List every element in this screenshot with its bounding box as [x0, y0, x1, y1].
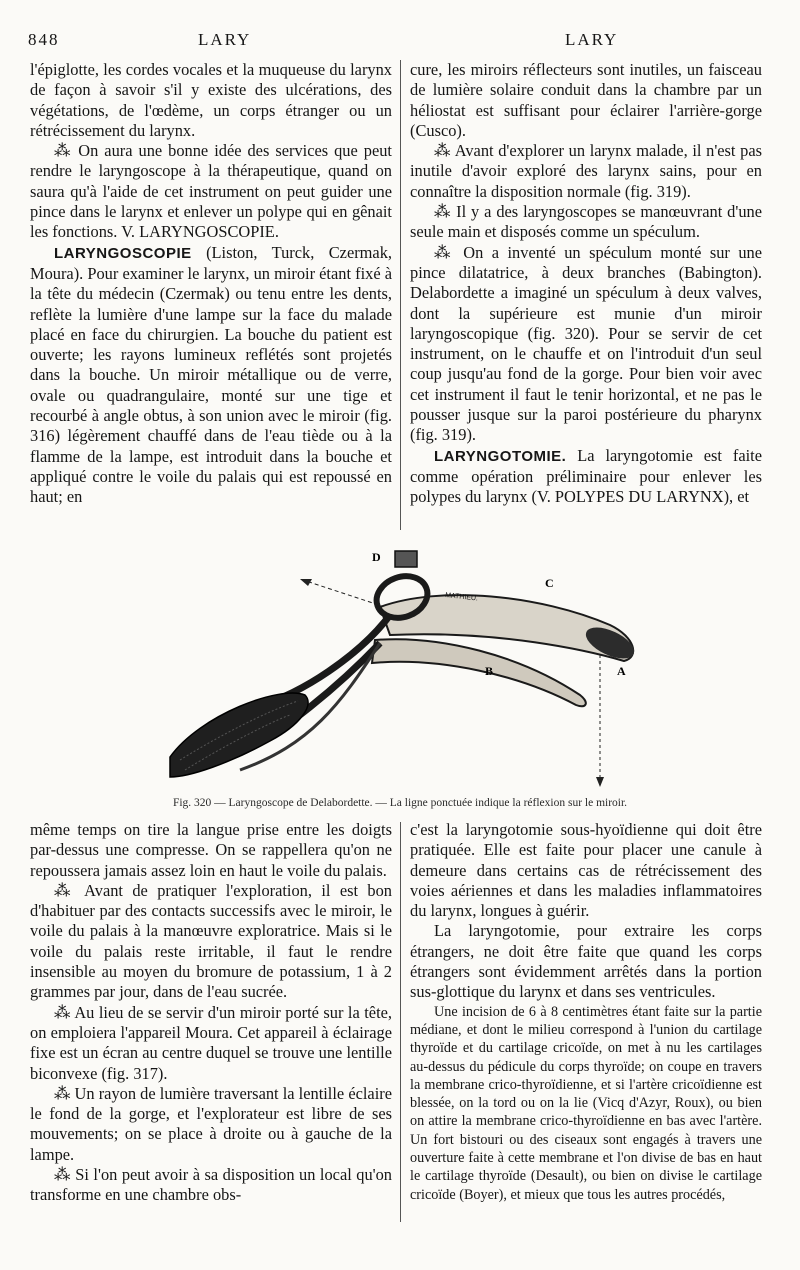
paragraph: ⁂ Avant de pratiquer l'exploration, il est bon d'habituer par des contacts successifs avec le miroir, le voile du palais à la manœuvre exploratrice. Mais si le voile du palais reste irritable, il faut le rendre insensible au moyen du bromure de potassium, 1 à 2 grammes par jour, dans de l'eau sucrée.: [30, 880, 392, 1002]
paragraph: l'épiglotte, les cordes vocales et la muqueuse du larynx de façon à savoir s'il y existe des ulcérations, des végétations, de l'œdème, un corps étranger ou un rétrécissement du larynx.: [30, 60, 392, 140]
paragraph: même temps on tire la langue prise entre les doigts par-dessus une compresse. On se rappellera qu'on ne repoussera jamais assez loin en haut le voile du palais.: [30, 820, 392, 880]
paragraph: ⁂ Si l'on peut avoir à sa disposition un local qu'on transforme en une chambre obs-: [30, 1165, 392, 1205]
header-title-left: LARY: [198, 30, 252, 49]
column-bottom-right: [410, 820, 762, 1204]
label-a: A: [617, 664, 626, 678]
paragraph: La laryngotomie, pour extraire les corps étrangers, ne doit être faite que quand les corps étrangers sont évidemment arrêtés dans la portion sus-glottique du larynx et dans ses ventricules.: [410, 921, 762, 1002]
column-top-left: [30, 60, 392, 508]
column-rule-top: [400, 60, 401, 530]
arrow-head-down: [596, 777, 604, 787]
paragraph: ⁂ On a inventé un spéculum monté sur une pince dilatatrice, à deux branches (Babington). Delabordette a imaginé un spéculum à deux valves, dont la supérieure est munie d'un miroir laryngoscopique (fig. 320). Pour se servir de cet instrument, on le chauffe et on l'introduit d'un seul coup jusqu'au fond de la gorge. Pour bien voir avec cet instrument il faut le tenir horizontal, et ne pas le pousser jusque sur la paroi postérieure du pharynx (fig. 319).: [410, 242, 762, 445]
running-header: [28, 30, 768, 54]
entry-headword: LARYNGOSCOPIE: [54, 244, 192, 262]
figure-laryngoscope-illustration: [140, 545, 660, 790]
reflection-line: [300, 579, 385, 607]
screw-head: [395, 551, 417, 567]
lower-valve: [372, 639, 586, 706]
column-top-right: [410, 60, 762, 508]
entry-laryngoscopie: [30, 243, 392, 508]
column-bottom-left: [30, 820, 392, 1206]
label-b: B: [485, 664, 494, 678]
label-d: D: [372, 550, 381, 564]
paragraph: c'est la laryngotomie sous-hyoïdienne qui doit être pratiquée. Elle est faite pour placer une canule à demeure dans certains cas de rétrécissement des voies aériennes et dans les maladies inflammatoires du larynx, longues à guérir.: [410, 820, 762, 921]
paragraph-small: Une incision de 6 à 8 centimètres étant faite sur la partie médiane, et dont le milieu correspond à l'union du cartilage thyroïde et du cartilage cricoïde, on met à nu les cartilages au-dessus du pédicule du corps thyroïde; on coupe en travers la membrane crico-thyroïdienne, et si l'artère cricoïdienne est blessée, on la tord ou on la lie (Vicq d'Azyr, Roux), ou bien on attire la membrane crico-thyroïdienne en bas avec l'artère. Un fort bistouri ou des ciseaux sont engagés à travers une ouverture faite à cette membrane et l'on divise de bas en haut le cartilage thyroïde (Desault), ou bien on divise le cartilage cricoïde (Boyer), et mieux que tous les autres procédés,: [410, 1003, 762, 1203]
paragraph: ⁂ Avant d'explorer un larynx malade, il n'est pas inutile d'avoir exploré des larynx sains, pour en connaître la disposition normale (fig. 319).: [410, 141, 762, 201]
maker-mark: MATHIEU.: [444, 592, 479, 603]
paragraph: ⁂ Il y a des laryngoscopes se manœuvrant d'une seule main et disposés comme un spéculum.: [410, 202, 762, 242]
paragraph: ⁂ Un rayon de lumière traversant la lentille éclaire le fond de la gorge, et l'explorateur est libre de ses mouvements; on se place à droite ou à gauche de la lampe.: [30, 1083, 392, 1164]
page-number: 848: [28, 30, 60, 49]
entry-text: La laryngotomie est faite comme opération préliminaire pour enlever les polypes du larynx (V. POLYPES DU LARYNX), et: [410, 445, 762, 507]
paragraph: cure, les miroirs réflecteurs sont inutiles, un faisceau de lumière solaire conduit dans la chambre par un héliostat est suffisant pour éclairer l'arrière-gorge (Cusco).: [410, 60, 762, 140]
entry-laryngotomie: [410, 446, 762, 508]
column-rule-bottom: [400, 822, 401, 1222]
entry-headword: LARYNGOTOMIE.: [434, 447, 567, 465]
label-c: C: [545, 576, 554, 590]
figure-caption: Fig. 320 — Laryngoscope de Delabordette. — La ligne ponctuée indique la réflexion sur le miroir.: [172, 797, 628, 809]
handle: [170, 693, 308, 777]
entry-text: (Liston, Turck, Czermak, Moura). Pour examiner le larynx, un miroir étant fixé à la tête du médecin (Czermak) ou tenu entre les dents, reflète la lumière d'une lampe sur la face du malade placé en face du chirurgien. La bouche du patient est ouverte; les rayons lumineux reflétés sont projetés dans la bouche. Un miroir métallique ou de verre, ovale ou quadrangulaire, monté sur une tige et recourbé à angle obtus, à son union avec le miroir (fig. 316) légèrement chauffé dans de l'eau tiède ou à la flamme de la lampe, est introduit dans la bouche et appliqué contre le voile du palais qui est repoussé en haut; en: [30, 242, 392, 507]
paragraph: ⁂ On aura une bonne idée des services que peut rendre le laryngoscope à la thérapeutique, quand on saura qu'à l'aide de cet instrument on peut guider une pince dans le larynx et enlever un polype qui en gênait les fonctions. V. LARYNGOSCOPIE.: [30, 141, 392, 242]
paragraph: ⁂ Au lieu de se servir d'un miroir porté sur la tête, on emploiera l'appareil Moura. Cet appareil à éclairage fixe est un écran au centre duquel se trouve une lentille biconvexe (fig. 317).: [30, 1002, 392, 1083]
header-title-right: LARY: [565, 30, 619, 49]
